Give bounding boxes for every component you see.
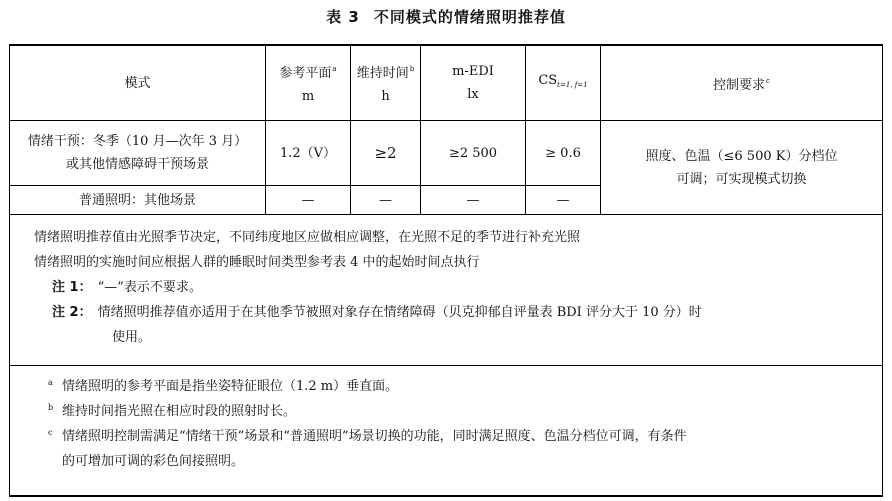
header-medi-unit: lx xyxy=(467,87,479,102)
cell-duration: — xyxy=(351,186,421,215)
notes-row xyxy=(10,215,883,366)
table-caption xyxy=(0,6,892,27)
header-row xyxy=(10,45,883,121)
note-text: 情绪照明的实施时间应根据人群的睡眠时间类型参考表 4 中的起始时间点执行 xyxy=(34,255,480,270)
header-reference-plane-unit: m xyxy=(301,89,315,104)
cell-mode: 情绪干预：冬季（10 月—次年 3 月） 或其他情感障碍干预场景 xyxy=(10,121,266,186)
table-number: 表 3 xyxy=(326,8,360,26)
header-duration: 维持时间$^b$ h xyxy=(351,45,421,121)
cell-cs: ≥ 0.6 xyxy=(526,121,601,186)
table-row xyxy=(10,121,883,186)
cell-medi: ≥2 500 xyxy=(421,121,526,186)
footnotes-row xyxy=(10,366,883,497)
header-duration-unit: h xyxy=(381,89,390,104)
footnote-c: c 情绪照明控制需满足“情绪干预”场景和“普通照明”场景切换的功能，同时满足照度、色温分档位可调，有条件 的可增加可调的彩色间接照明。 xyxy=(48,428,687,469)
note-2: 注 2： 情绪照明推荐值亦适用于在其他季节被照对象存在情绪障碍（贝克抑郁自评量表 BDI 评分大于 10 分）时 使用。 xyxy=(52,305,702,345)
footnote-a: a 情绪照明的参考平面是指坐姿特征眼位（1.2 m）垂直面。 xyxy=(48,378,399,394)
cell-plane: — xyxy=(266,186,351,215)
table-title: 不同模式的情绪照明推荐值 xyxy=(373,8,566,26)
recommendation-table xyxy=(9,44,883,497)
notes-cell xyxy=(10,215,883,366)
footnotes-cell xyxy=(10,366,883,497)
header-medi: m-EDI lx xyxy=(421,45,526,121)
header-reference-plane: 参考平面$^a$ m xyxy=(266,45,351,121)
cell-plane: 1.2（V） xyxy=(266,121,351,186)
cell-medi: — xyxy=(421,186,526,215)
header-mode: 模式 xyxy=(10,45,266,121)
footnote-b: b 维持时间指光照在相应时段的照射时长。 xyxy=(48,403,297,419)
cell-cs: — xyxy=(526,186,601,215)
header-control: 控制要求$^c$ xyxy=(601,45,883,121)
header-cs: $CS_{t=1, f=1}$ xyxy=(526,45,601,121)
cell-control: 照度、色温（≤6 500 K）分档位 可调；可实现模式切换 xyxy=(601,121,883,215)
cell-duration: ≥2 xyxy=(351,121,421,186)
note-text: 情绪照明推荐值由光照季节决定，不同纬度地区应做相应调整，在光照不足的季节进行补充光照 xyxy=(34,230,581,245)
cell-mode: 普通照明：其他场景 xyxy=(10,186,266,215)
note-1: 注 1： “—”表示不要求。 xyxy=(52,280,202,295)
